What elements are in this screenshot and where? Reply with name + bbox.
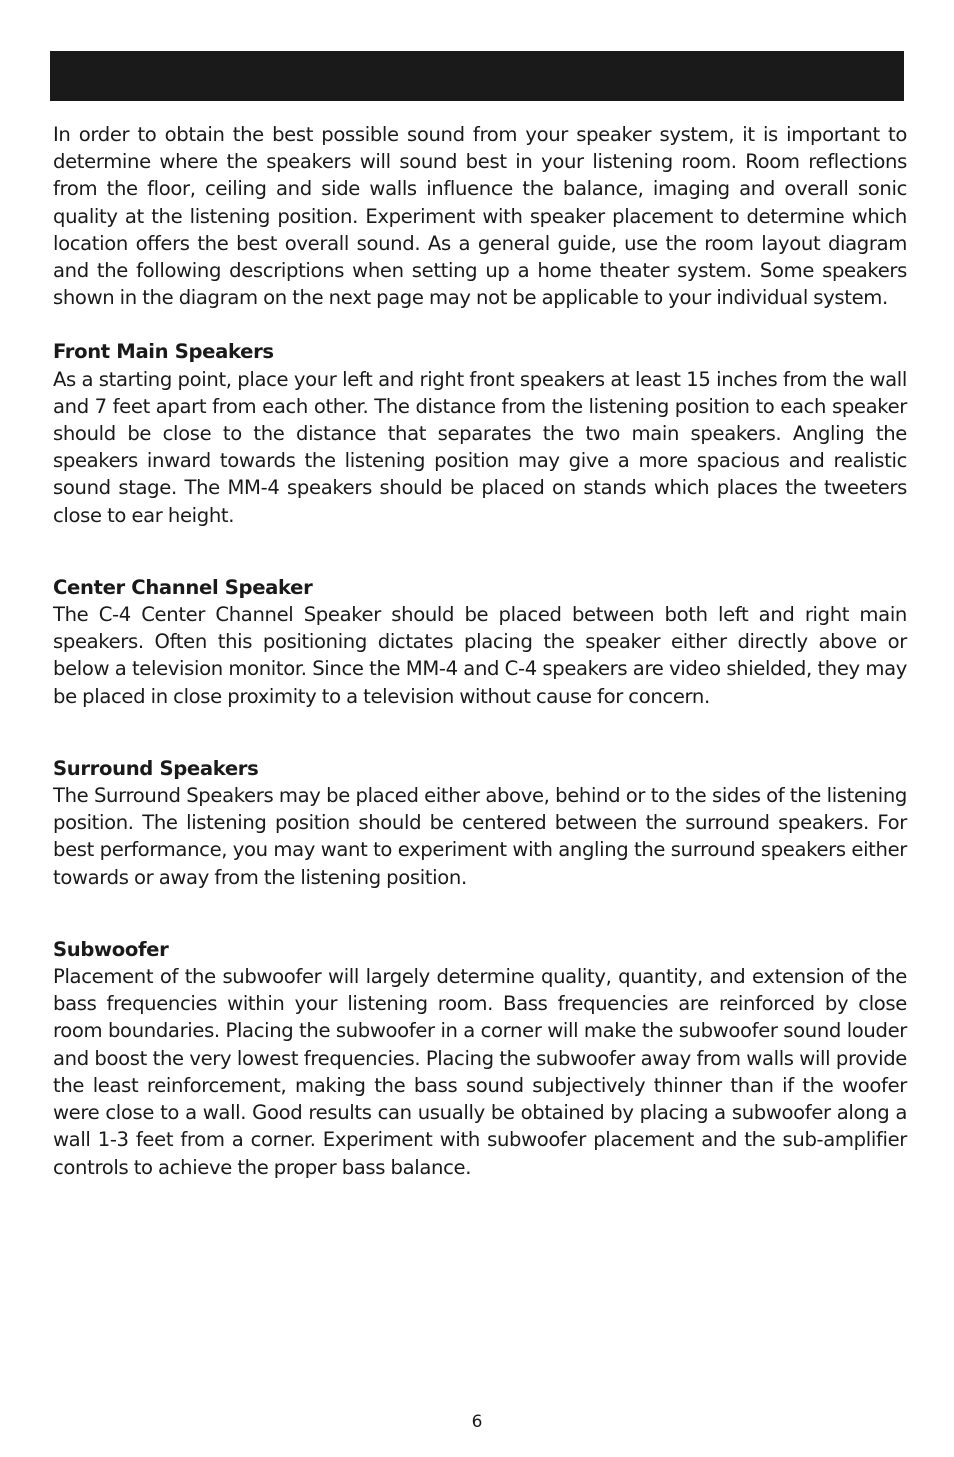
page-number: 6 — [471, 1412, 483, 1432]
page-content — [53, 121, 907, 1181]
section-surround-speakers — [53, 755, 907, 891]
section-front-main-speakers — [53, 338, 907, 528]
section-center-channel-speaker — [53, 574, 907, 710]
section-title: Front Main Speakers — [53, 340, 274, 364]
section-title: Surround Speakers — [53, 756, 259, 780]
header-bar — [50, 51, 904, 101]
section-body: The C-4 Center Channel Speaker should be placed between both left and right main speakers. Often this positioning dictates placing the speaker either directly above or below a television monitor. Since the MM-4 and C-4 speakers are video shielded, they may be placed in close proximity to a television without cause for concern. — [53, 603, 907, 708]
section-body: As a starting point, place your left and right front speakers at least 15 inches from the wall and 7 feet apart from each other. The distance from the listening position to each speaker should be close to the distance that separates the two main speakers. Angling the speakers inward towards the listening position may give a more spacious and realistic sound stage. The MM-4 speakers should be placed on stands which places the tweeters close to ear height. — [53, 367, 907, 527]
intro-paragraph: In order to obtain the best possible sound from your speaker system, it is important to determine where the speakers will sound best in your listening room. Room reflections from the floor, ceiling and side walls influence the balance, imaging and overall sonic quality at the listening position. Experiment with speaker placement to determine which location offers the best overall sound. As a general guide, use the room layout diagram and the following descriptions when setting up a home theater system. Some speakers shown in the diagram on the next page may not be applicable to your individual system. — [53, 123, 907, 310]
section-subwoofer — [53, 936, 907, 1181]
section-body: Placement of the subwoofer will largely determine quality, quantity, and extension of the bass frequencies within your listening room. Bass frequencies are reinforced by close room boundaries. Placing the subwoofer in a corner will make the subwoofer sound louder and boost the very lowest frequencies. Placing the subwoofer away from walls will provide the least reinforcement, making the bass sound subjectively thinner than if the woofer were close to a wall. Good results can usually be obtained by placing a subwoofer along a wall 1-3 feet from a corner. Experiment with subwoofer placement and the sub-amplifier controls to achieve the proper bass balance. — [53, 965, 907, 1179]
section-title: Center Channel Speaker — [53, 575, 313, 599]
section-title: Subwoofer — [53, 937, 169, 961]
section-body: The Surround Speakers may be placed either above, behind or to the sides of the listening position. The listening position should be centered between the surround speakers. For best performance, you may want to experiment with angling the surround speakers either towards or away from the listening position. — [53, 784, 907, 889]
